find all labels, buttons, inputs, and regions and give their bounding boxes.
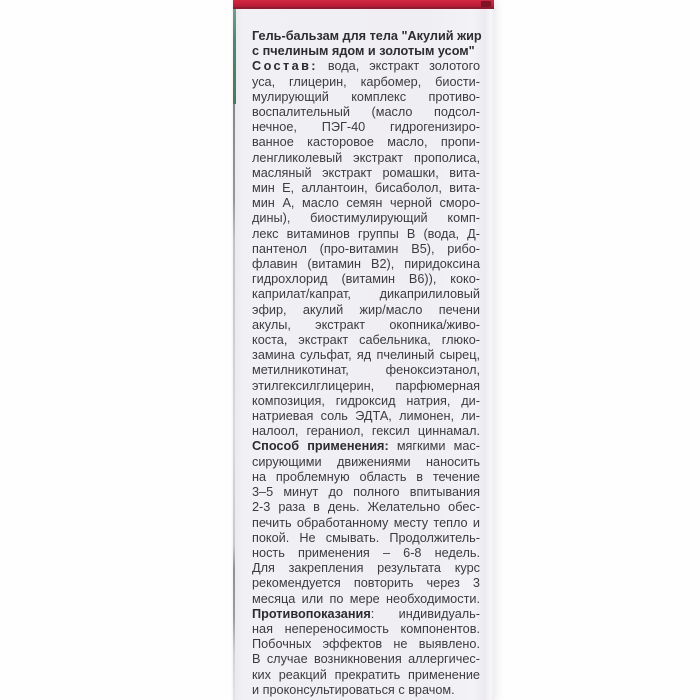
label-text-line bbox=[252, 607, 480, 622]
label-text-block bbox=[252, 29, 480, 698]
label-text-line bbox=[252, 652, 480, 667]
label-text-line bbox=[252, 29, 480, 44]
label-text-line bbox=[252, 485, 480, 500]
label-text-segment: эфир, акулий жир/масло печени bbox=[252, 302, 480, 317]
label-text-line bbox=[252, 394, 480, 409]
label-text-line bbox=[252, 242, 480, 257]
label-text-line bbox=[252, 227, 480, 242]
label-text-line bbox=[252, 455, 480, 470]
red-top-strip bbox=[233, 0, 494, 9]
package-left-edge-shadow bbox=[233, 104, 235, 700]
label-text-segment: гидрохлорид (витамин В6)), коко- bbox=[252, 272, 480, 287]
label-text-segment: уса, глицерин, карбомер, биости- bbox=[252, 74, 480, 89]
label-text-segment: воспалительный (масло подсол- bbox=[252, 105, 480, 120]
label-text-segment: метилникотинат, феноксиэтанол, bbox=[252, 363, 480, 378]
label-text-line bbox=[252, 348, 480, 363]
label-text-line bbox=[252, 561, 480, 576]
label-text-line bbox=[252, 257, 480, 272]
label-text-segment: 3–5 минут до полного впитывания bbox=[252, 485, 480, 500]
label-text-segment: налоол, гераниол, гексил циннамал. bbox=[252, 424, 480, 439]
label-text-segment: ность применения – 6-8 недель. bbox=[252, 545, 480, 560]
label-text-segment: нечное, ПЭГ-40 гидрогенизиро- bbox=[252, 120, 480, 135]
label-text-line bbox=[252, 135, 480, 150]
label-text-segment: ленгликолевый экстракт прополиса, bbox=[252, 150, 480, 165]
green-edge-strip bbox=[233, 9, 236, 104]
label-text-line bbox=[252, 151, 480, 166]
label-text-segment: В случае возникновения аллергичес- bbox=[252, 652, 480, 667]
label-text-line bbox=[252, 272, 480, 287]
label-text-segment: 2-3 раза в день. Желательно обес- bbox=[252, 500, 480, 515]
label-text-segment: ванное касторовое масло, пропи- bbox=[252, 135, 480, 150]
label-text-line bbox=[252, 75, 480, 90]
label-text-line bbox=[252, 516, 480, 531]
label-text-segment: Побочных эффектов не выявлено. bbox=[252, 637, 480, 652]
label-text-line bbox=[252, 500, 480, 515]
label-text-line bbox=[252, 44, 480, 59]
label-text-segment: каприлат/капрат, дикаприлиловый bbox=[252, 287, 480, 302]
label-text-line bbox=[252, 622, 480, 637]
label-text-line bbox=[252, 668, 480, 683]
label-text-segment: дины), биостимулирующий комп- bbox=[252, 211, 480, 226]
label-bold-segment: Противопоказания bbox=[252, 606, 371, 621]
label-text-line bbox=[252, 592, 480, 607]
package-panel bbox=[233, 0, 494, 700]
label-text-segment: флавин (витамин В2), пиридоксина bbox=[252, 257, 480, 272]
label-bold-segment: Гель-бальзам для тела "Акулий жир bbox=[252, 29, 482, 43]
label-text-segment: на проблемную область в течение bbox=[252, 469, 480, 484]
label-text-segment: сирующими движениями наносить bbox=[252, 454, 480, 469]
label-text-line bbox=[252, 424, 480, 439]
label-text-line bbox=[252, 90, 480, 105]
label-text-line bbox=[252, 637, 480, 652]
label-text-line bbox=[252, 105, 480, 120]
label-text-line bbox=[252, 546, 480, 561]
label-text-segment: ная непереносимость компонентов. bbox=[252, 621, 480, 636]
label-bold-segment: с пчелиным ядом и золотым усом" bbox=[252, 44, 475, 59]
label-text-segment: пантенол (про-витамин В5), рибо- bbox=[252, 241, 480, 256]
label-text-segment: ких реакций прекратить применение bbox=[252, 667, 480, 682]
label-text-line bbox=[252, 439, 480, 454]
label-text-segment: вода, экстракт золотого bbox=[317, 59, 480, 74]
label-text-segment: акулы, экстракт окопника/живо- bbox=[252, 317, 480, 332]
label-text-line bbox=[252, 211, 480, 226]
label-text-segment: рекомендуется повторить через 3 bbox=[252, 576, 480, 591]
label-text-segment: печить обработанному месту тепло и bbox=[252, 515, 480, 530]
label-text-line bbox=[252, 59, 480, 74]
label-text-segment: и проконсультироваться с врачом. bbox=[252, 682, 455, 697]
label-text-line bbox=[252, 379, 480, 394]
label-text-segment: покой. Не смывать. Продолжитель- bbox=[252, 530, 480, 545]
label-text-line bbox=[252, 287, 480, 302]
label-text-line bbox=[252, 318, 480, 333]
label-text-line bbox=[252, 181, 480, 196]
label-bold-segment: Способ применения: bbox=[252, 439, 389, 454]
label-text-segment: мулирующий комплекс противо- bbox=[252, 89, 480, 104]
label-text-segment: месяца или по мере необходимости. bbox=[252, 591, 480, 606]
label-text-segment: натриевая соль ЭДТА, лимонен, ли- bbox=[252, 409, 480, 424]
label-text-line bbox=[252, 166, 480, 181]
label-bold-segment: Состав: bbox=[252, 59, 318, 74]
label-text-segment: мягкими мас- bbox=[388, 439, 480, 454]
label-text-line bbox=[252, 576, 480, 591]
label-text-line bbox=[252, 120, 480, 135]
label-text-segment: : индивидуаль- bbox=[370, 606, 480, 621]
red-strip-dark-mark bbox=[481, 1, 491, 7]
label-text-line bbox=[252, 683, 480, 698]
label-text-segment: композиция, гидроксид натрия, ди- bbox=[252, 393, 480, 408]
label-text-segment: лекс витаминов группы В (вода, Д- bbox=[252, 226, 480, 241]
label-text-segment: масляный экстракт ромашки, вита- bbox=[252, 165, 480, 180]
label-text-segment: этилгексилглицерин, парфюмерная bbox=[252, 378, 480, 393]
label-text-line bbox=[252, 333, 480, 348]
label-text-line bbox=[252, 531, 480, 546]
label-text-line bbox=[252, 409, 480, 424]
label-text-segment: мин Е, аллантоин, бисаболол, вита- bbox=[252, 181, 480, 196]
label-text-segment: мин А, масло семян черной сморо- bbox=[252, 196, 480, 211]
label-text-line bbox=[252, 196, 480, 211]
label-text-segment: Для закрепления результата курс bbox=[252, 561, 480, 576]
label-text-line bbox=[252, 363, 480, 378]
label-text-line bbox=[252, 470, 480, 485]
label-text-segment: замина сульфат, яд пчелиный сырец, bbox=[252, 348, 480, 363]
label-text-line bbox=[252, 303, 480, 318]
label-text-segment: коста, экстракт сабельника, глюко- bbox=[252, 333, 480, 348]
